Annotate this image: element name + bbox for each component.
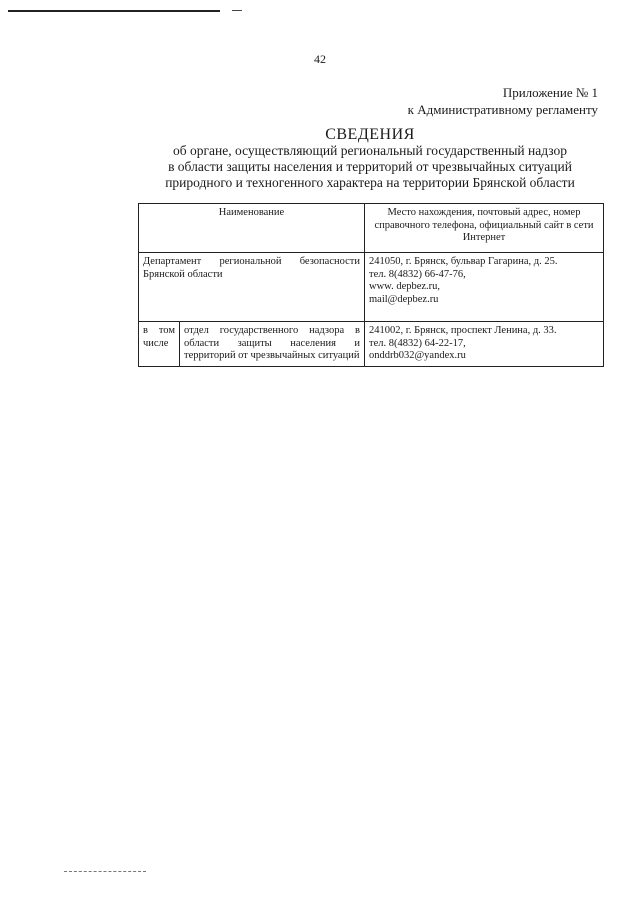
department-website: www. depbez.ru, xyxy=(369,281,441,292)
division-address: 241002, г. Брянск, проспект Ленина, д. 33. xyxy=(369,325,557,336)
page-number: 42 xyxy=(314,52,326,66)
department-email: mail@depbez.ru xyxy=(369,293,439,305)
department-contacts xyxy=(365,253,604,322)
scan-artifact-bottom xyxy=(64,871,146,873)
table-row xyxy=(139,253,604,322)
scan-artifact-line xyxy=(8,10,220,12)
division-email: onddrb032@yandex.ru xyxy=(369,350,466,361)
department-address: 241050, г. Брянск, бульвар Гагарина, д. 25. xyxy=(369,256,558,267)
division-contacts xyxy=(365,322,604,367)
subtitle-line-1: об органе, осуществляющий региональный государственный надзор xyxy=(173,143,567,158)
header-location: Место нахождения, почтовый адрес, номер справочного телефона, официальный сайт в сети Интернет xyxy=(365,204,604,253)
department-name: Департамент региональной безопасности Брянской области xyxy=(139,253,365,322)
appendix-reference xyxy=(408,84,598,118)
contact-table xyxy=(138,203,604,367)
department-phone: тел. 8(4832) 66-47-76, xyxy=(369,268,466,280)
including-label: в том числе xyxy=(139,322,180,367)
division-name: отдел государственного надзора в области защиты населения и территорий от чрезвычайных ситуаций xyxy=(180,322,365,367)
header-name: Наименование xyxy=(139,204,365,253)
table-row xyxy=(139,322,604,367)
scan-artifact-dash xyxy=(232,10,242,11)
subtitle-line-3: природного и техногенного характера на территории Брянской области xyxy=(165,175,575,190)
division-phone: тел. 8(4832) 64-22-17, xyxy=(369,337,466,349)
document-title: СВЕДЕНИЯ xyxy=(325,126,415,143)
appendix-number: Приложение № 1 xyxy=(502,85,598,100)
appendix-regulation: к Административному регламенту xyxy=(407,102,598,117)
subtitle-line-2: в области защиты населения и территорий от чрезвычайных ситуаций xyxy=(168,159,572,174)
document-subtitle xyxy=(100,143,640,191)
table-header-row xyxy=(139,204,604,253)
